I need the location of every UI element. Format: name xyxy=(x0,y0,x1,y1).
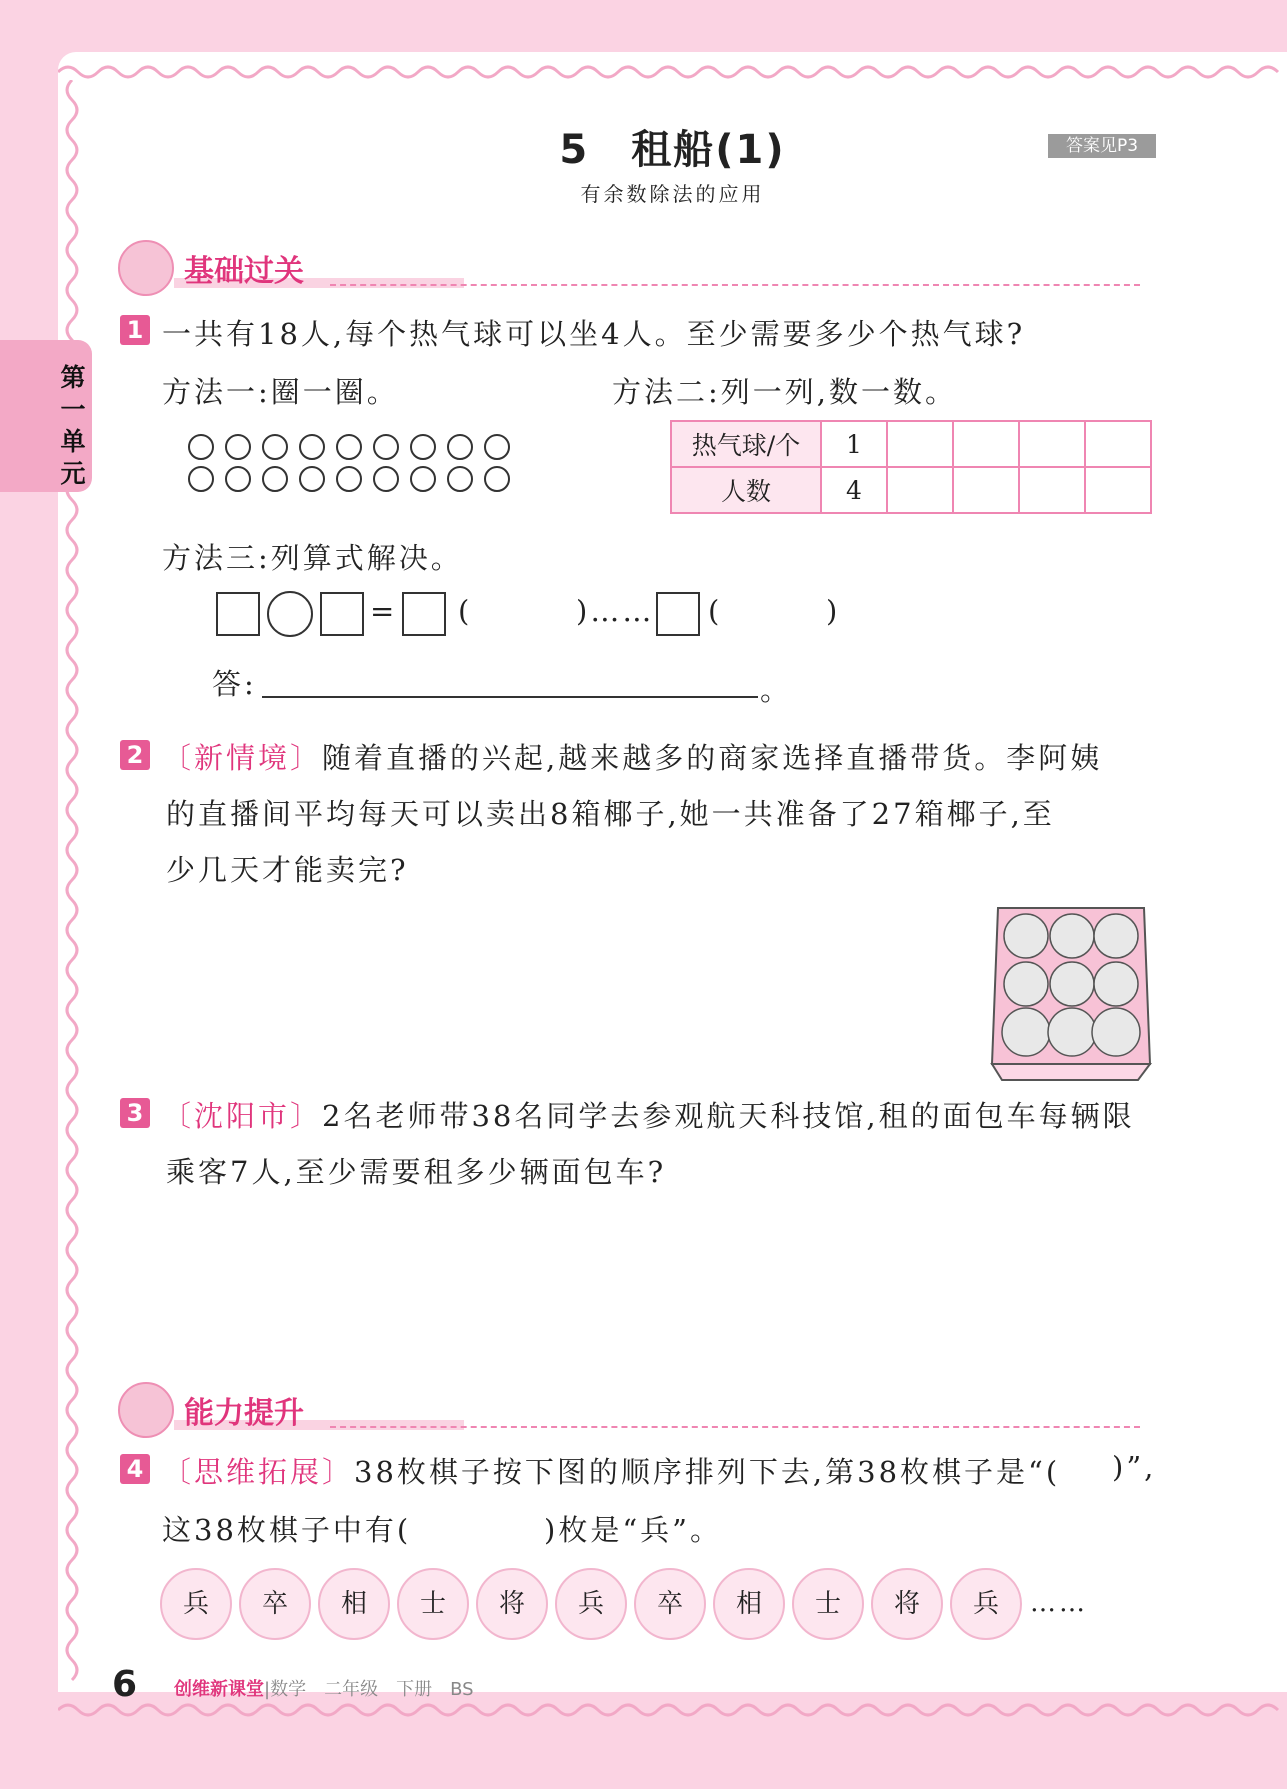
lesson-title: 5 租船(1) xyxy=(559,127,786,173)
question-2-line-2: 的直播间平均每天可以卖出8箱椰子,她一共准备了27箱椰子,至 xyxy=(166,797,1055,831)
circle[interactable] xyxy=(373,434,399,460)
section-divider xyxy=(330,1426,1140,1428)
circle[interactable] xyxy=(484,434,510,460)
question-3-line-2: 乘客7人,至少需要租多少辆面包车? xyxy=(166,1155,667,1189)
divisor-box[interactable] xyxy=(320,592,364,636)
mascot-icon xyxy=(118,1382,174,1438)
question-4-line-2-left: 这38枚棋子中有( xyxy=(162,1513,412,1547)
method-2-label: 方法二:列一列,数一数。 xyxy=(612,375,957,409)
table-cell: 4 xyxy=(821,467,887,513)
circle[interactable] xyxy=(299,434,325,460)
section-divider xyxy=(330,284,1140,286)
chess-piece: 将 xyxy=(476,1568,548,1640)
chess-piece: 兵 xyxy=(950,1568,1022,1640)
footer-info xyxy=(174,1675,474,1701)
table-cell-blank[interactable] xyxy=(1085,421,1151,467)
remainder-paren-close: ) xyxy=(826,594,841,628)
question-3-line-1 xyxy=(162,1094,1135,1135)
circle[interactable] xyxy=(410,434,436,460)
chess-piece: 兵 xyxy=(555,1568,627,1640)
question-2-line-1 xyxy=(162,736,1102,777)
table-header-people: 人数 xyxy=(671,467,821,513)
question-1-text: 一共有18人,每个热气球可以坐4人。至少需要多少个热气球? xyxy=(162,317,1026,351)
dividend-box[interactable] xyxy=(216,592,260,636)
circle[interactable] xyxy=(410,466,436,492)
table-row xyxy=(671,467,1151,513)
question-4-text: 38枚棋子按下图的顺序排列下去,第38枚棋子是“( xyxy=(354,1455,1061,1489)
question-3-text: 2名老师带38名同学去参观航天科技馆,租的面包车每辆限 xyxy=(322,1099,1135,1133)
chess-piece: 卒 xyxy=(634,1568,706,1640)
footer-subject: |数学 二年级 下册 BS xyxy=(264,1679,474,1700)
circle[interactable] xyxy=(447,466,473,492)
unit-tab-label: 第一单元 xyxy=(60,363,86,488)
circle[interactable] xyxy=(262,466,288,492)
question-4-line-1-right: )”, xyxy=(1112,1450,1157,1484)
question-2-line-3: 少几天才能卖完? xyxy=(166,853,409,887)
table-header-balloons: 热气球/个 xyxy=(671,421,821,467)
chess-piece: 相 xyxy=(318,1568,390,1640)
remainder-paren-open: ( xyxy=(708,594,723,628)
circle[interactable] xyxy=(188,466,214,492)
question-4-line-1-left xyxy=(162,1450,1060,1491)
chess-piece: 相 xyxy=(713,1568,785,1640)
answer-reference: 答案见P3 xyxy=(1048,134,1156,158)
circle[interactable] xyxy=(225,434,251,460)
table-cell-blank[interactable] xyxy=(1085,467,1151,513)
quotient-box[interactable] xyxy=(402,592,446,636)
method-3-label: 方法三:列算式解决。 xyxy=(162,541,463,575)
unit-paren-close: )…… xyxy=(576,594,655,628)
page-number: 6 xyxy=(112,1664,138,1705)
section-basic-title: 基础过关 xyxy=(184,254,304,289)
question-2-tag: 〔新情境〕 xyxy=(162,741,323,775)
circle[interactable] xyxy=(447,434,473,460)
question-2-number: 2 xyxy=(120,740,150,770)
table-cell-blank[interactable] xyxy=(1019,421,1085,467)
chess-piece: 将 xyxy=(871,1568,943,1640)
question-3-tag: 〔沈阳市〕 xyxy=(162,1099,323,1133)
table-cell-blank[interactable] xyxy=(1019,467,1085,513)
answer-end: 。 xyxy=(760,673,793,707)
circle[interactable] xyxy=(336,466,362,492)
remainder-box[interactable] xyxy=(656,592,700,636)
unit-paren-open: ( xyxy=(458,594,473,628)
question-3-number: 3 xyxy=(120,1098,150,1128)
question-1-number: 1 xyxy=(120,315,150,345)
operator-circle[interactable] xyxy=(267,591,313,637)
bottom-wave-border xyxy=(58,1700,1287,1720)
circle[interactable] xyxy=(299,466,325,492)
question-4-number: 4 xyxy=(120,1454,150,1484)
circle[interactable] xyxy=(336,434,362,460)
question-4-tag: 〔思维拓展〕 xyxy=(162,1455,355,1489)
chess-piece: 士 xyxy=(792,1568,864,1640)
method-1-label: 方法一:圈一圈。 xyxy=(162,375,399,409)
chess-piece: 士 xyxy=(397,1568,469,1640)
equals-sign: = xyxy=(370,594,398,628)
answer-label: 答: xyxy=(212,667,257,701)
question-4-line-2-right: )枚是“兵”。 xyxy=(544,1513,722,1547)
table-cell: 1 xyxy=(821,421,887,467)
answer-line[interactable] xyxy=(262,696,758,698)
question-2-text: 随着直播的兴起,越来越多的商家选择直播带货。李阿姨 xyxy=(322,741,1103,775)
chess-piece: 卒 xyxy=(239,1568,311,1640)
coconut-box-illustration xyxy=(988,904,1152,1082)
table-cell-blank[interactable] xyxy=(953,421,1019,467)
section-advanced-title: 能力提升 xyxy=(184,1396,304,1431)
circle[interactable] xyxy=(373,466,399,492)
mascot-icon xyxy=(118,240,174,296)
footer-brand: 创维新课堂 xyxy=(174,1679,264,1700)
table-cell-blank[interactable] xyxy=(887,421,953,467)
circle[interactable] xyxy=(484,466,510,492)
table-cell-blank[interactable] xyxy=(887,467,953,513)
table-cell-blank[interactable] xyxy=(953,467,1019,513)
chess-piece: 兵 xyxy=(160,1568,232,1640)
left-wave-border xyxy=(62,80,82,1690)
balloon-table xyxy=(670,420,1152,514)
table-row xyxy=(671,421,1151,467)
circle[interactable] xyxy=(262,434,288,460)
circle[interactable] xyxy=(188,434,214,460)
sequence-ellipsis: …… xyxy=(1030,1588,1088,1618)
circle[interactable] xyxy=(225,466,251,492)
top-wave-border xyxy=(58,62,1287,82)
lesson-subtitle: 有余数除法的应用 xyxy=(580,182,765,206)
